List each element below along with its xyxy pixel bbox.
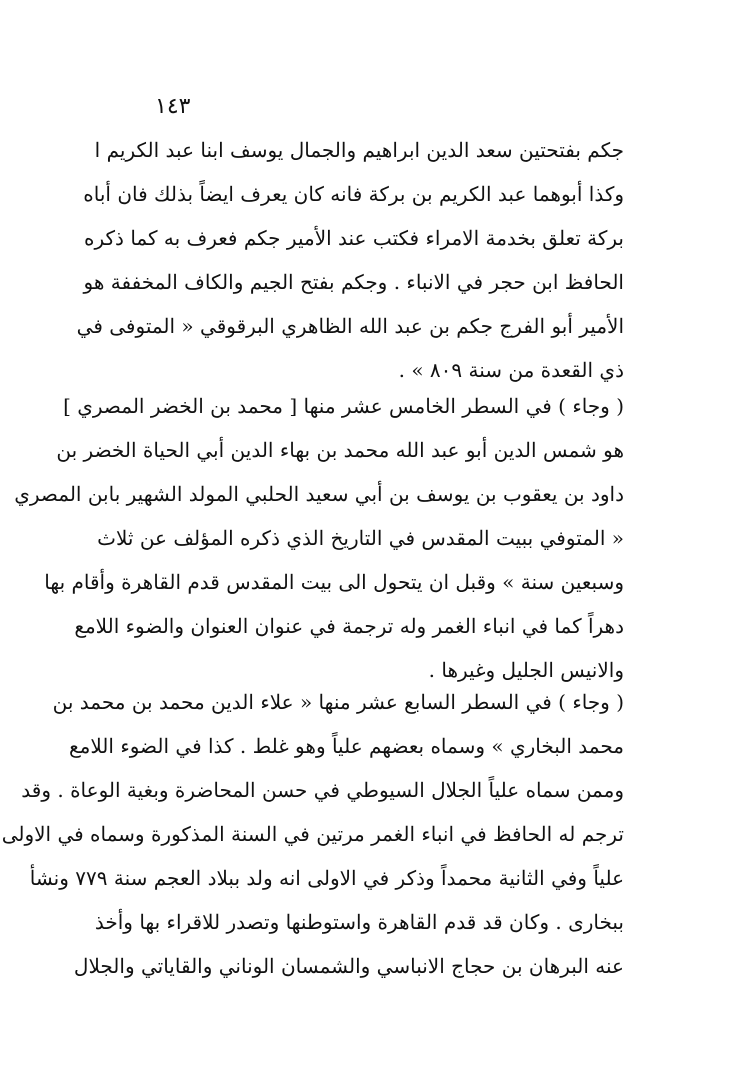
paragraph-1: [76, 128, 624, 392]
text-line: ( وجاء ) في السطر السابع عشر منها « علاء الدين محمد بن محمد بن: [52, 690, 624, 714]
text-line: محمد البخاري » وسماه بعضهم علياً وهو غلط . كذا في الضوء اللامع: [69, 734, 624, 758]
text-line: « المتوفي ببيت المقدس في التاريخ الذي ذكره المؤلف عن ثلاث: [97, 526, 624, 550]
text-line: وممن سماه علياً الجلال السيوطي في حسن المحاضرة وبغية الوعاة . وقد: [21, 778, 624, 802]
text-line: والانيس الجليل وغيرها .: [428, 658, 624, 682]
text-line: وكذا أبوهما عبد الكريم بن بركة فانه كان يعرف ايضاً بذلك فان أباه: [83, 182, 624, 206]
text-line: داود بن يعقوب بن يوسف بن أبي سعيد الحلبي المولد الشهير بابن المصري: [14, 482, 624, 506]
text-line: هو شمس الدين أبو عبد الله محمد بن بهاء الدين أبي الحياة الخضر بن: [56, 438, 624, 462]
text-line: وسبعين سنة » وقبل ان يتحول الى بيت المقدس قدم القاهرة وأقام بها: [44, 570, 624, 594]
text-line: الحافظ ابن حجر في الانباء . وجكم بفتح الجيم والكاف المخففة هو: [83, 270, 624, 294]
text-line: دهراً كما في انباء الغمر وله ترجمة في عنوان العنوان والضوء اللامع: [74, 614, 624, 638]
paragraph-2: [14, 384, 624, 692]
text-line: ( وجاء ) في السطر الخامس عشر منها [ محمد بن الخضر المصري ]: [63, 394, 624, 418]
text-line: جكم بفتحتين سعد الدين ابراهيم والجمال يوسف ابنا عبد الكريم ا: [94, 138, 624, 162]
text-line: عنه البرهان بن حجاج الانباسي والشمسان الوناني والقاياتي والجلال: [73, 954, 624, 978]
text-line: بركة تعلق بخدمة الامراء فكتب عند الأمير جكم فعرف به كما ذكره: [84, 226, 624, 250]
text-line: ببخارى . وكان قد قدم القاهرة واستوطنها وتصدر للاقراء بها وأخذ: [94, 910, 624, 934]
text-line: ترجم له الحافظ في انباء الغمر مرتين في السنة المذكورة وسماه في الاولى: [1, 822, 624, 846]
text-line: الأمير أبو الفرج جكم بن عبد الله الظاهري البرقوقي « المتوفى في: [76, 314, 624, 338]
page-number: ١٤٣: [155, 94, 191, 119]
text-line: ذي القعدة من سنة ٨٠٩ » .: [398, 358, 624, 382]
paragraph-3: [1, 680, 624, 988]
text-line: علياً وفي الثانية محمداً وذكر في الاولى انه ولد ببلاد العجم سنة ٧٧٩ ونشأ: [29, 866, 624, 890]
